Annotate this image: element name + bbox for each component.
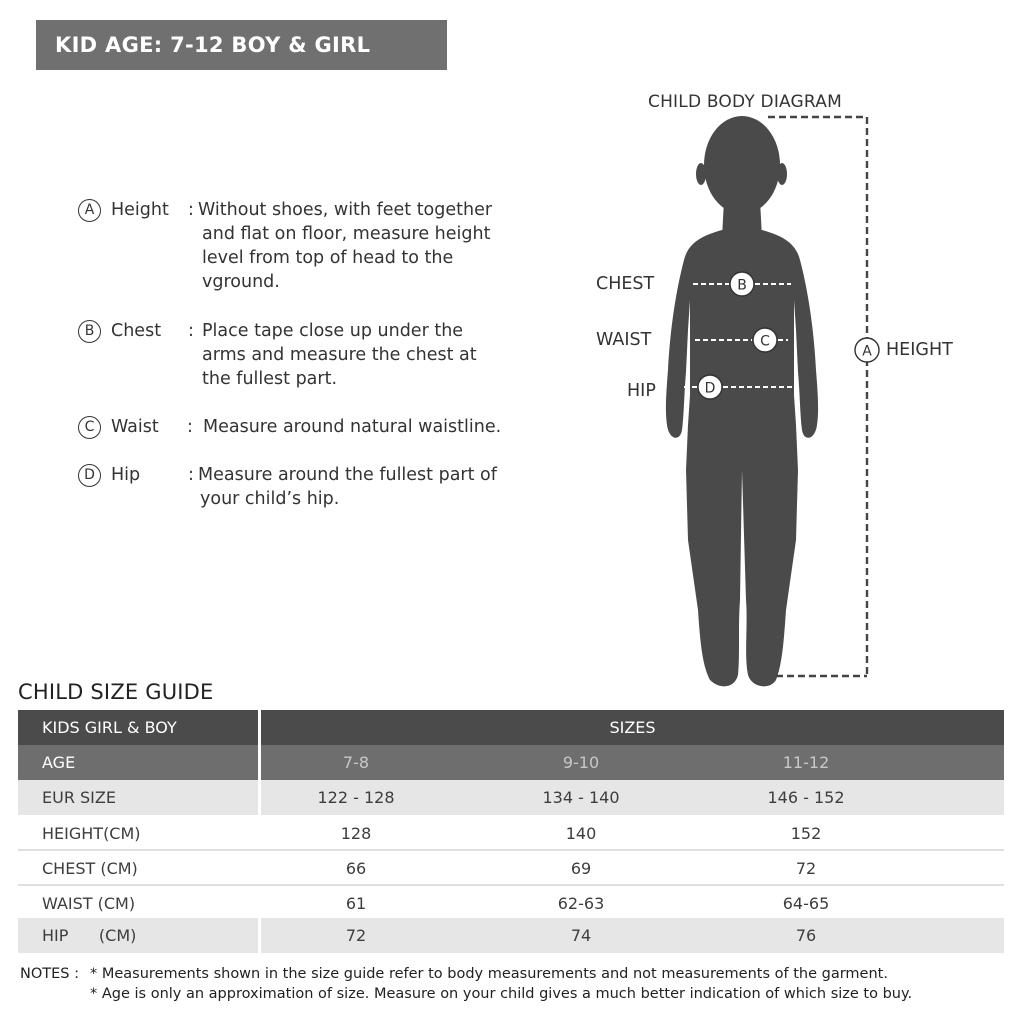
chest-label: CHEST <box>596 274 655 294</box>
row-value: 64-65 <box>782 894 830 913</box>
row-label: HIP (CM) <box>42 926 137 945</box>
description-line: Without shoes, with feet together <box>198 200 493 220</box>
table-row <box>18 886 1004 921</box>
table-header-row <box>18 710 1004 745</box>
row-value: 11-12 <box>782 753 830 772</box>
row-value: 72 <box>345 926 367 945</box>
measurement-colon: : <box>188 465 194 485</box>
measurement-colon: : <box>187 417 193 437</box>
row-label: WAIST (CM) <box>42 894 136 913</box>
notes-label: NOTES : <box>20 966 79 982</box>
description-line: arms and measure the chest at <box>202 345 477 365</box>
marker-c-letter: C <box>760 333 770 350</box>
table-row <box>18 851 1004 886</box>
header-sizes: SIZES <box>609 718 656 737</box>
page-title: KID AGE: 7-12 BOY & GIRL <box>36 20 447 70</box>
diagram-title: CHILD BODY DIAGRAM <box>648 92 842 112</box>
row-value: 66 <box>345 859 367 878</box>
measurement-name: Hip <box>111 465 141 485</box>
measurement-name: Height <box>111 200 169 220</box>
row-value: 76 <box>795 926 817 945</box>
description-line: Place tape close up under the <box>202 321 464 341</box>
table-row <box>18 745 1004 780</box>
table-row <box>18 918 1004 953</box>
description-line: and flat on floor, measure height <box>202 224 491 244</box>
description-line: vground. <box>202 272 280 292</box>
row-label: HEIGHT(CM) <box>42 824 141 843</box>
table-row <box>18 780 1004 815</box>
note-line: * Measurements shown in the size guide refer to body measurements and not measurements of the garment. <box>90 966 888 982</box>
waist-label: WAIST <box>596 330 652 350</box>
description-line: the fullest part. <box>202 369 338 389</box>
row-value: 7-8 <box>342 753 370 772</box>
header-label: KIDS GIRL & BOY <box>42 718 177 737</box>
row-value: 69 <box>570 859 592 878</box>
row-label: EUR SIZE <box>42 788 116 807</box>
description-line: Measure around the fullest part of <box>198 465 497 485</box>
row-value: 74 <box>570 926 592 945</box>
marker-d-letter: D <box>704 380 716 397</box>
description-line: your child’s hip. <box>200 489 340 509</box>
measurement-colon: : <box>188 200 194 220</box>
description-line: Measure around natural waistline. <box>203 417 502 437</box>
note-line: * Age is only an approximation of size. Measure on your child gives a much better indication of which size to buy. <box>90 986 913 1002</box>
height-label: HEIGHT <box>886 340 953 360</box>
row-value: 128 <box>340 824 372 843</box>
row-value: 140 <box>565 824 597 843</box>
row-value: 122 - 128 <box>317 788 395 807</box>
marker-a-letter: A <box>862 343 872 360</box>
description-line: level from top of head to the <box>202 248 454 268</box>
size-guide-title: CHILD SIZE GUIDE <box>18 680 214 704</box>
measurement-name: Chest <box>111 321 162 341</box>
marker-d-icon: D <box>78 464 101 487</box>
row-value: 9-10 <box>562 753 600 772</box>
row-value: 62-63 <box>557 894 605 913</box>
row-value: 152 <box>790 824 822 843</box>
row-value: 72 <box>795 859 817 878</box>
measurement-colon: : <box>188 321 194 341</box>
marker-b-icon: B <box>78 320 101 343</box>
table-row <box>18 816 1004 851</box>
row-value: 134 - 140 <box>542 788 620 807</box>
hip-label: HIP <box>627 381 656 401</box>
row-value: 61 <box>345 894 367 913</box>
child-silhouette-icon <box>666 116 818 686</box>
marker-b-letter: B <box>737 277 747 294</box>
marker-c-icon: C <box>78 416 101 439</box>
row-value: 146 - 152 <box>767 788 845 807</box>
marker-a-icon: A <box>78 199 101 222</box>
row-label: CHEST (CM) <box>42 859 138 878</box>
measurement-name: Waist <box>111 417 159 437</box>
row-label: AGE <box>42 753 76 772</box>
